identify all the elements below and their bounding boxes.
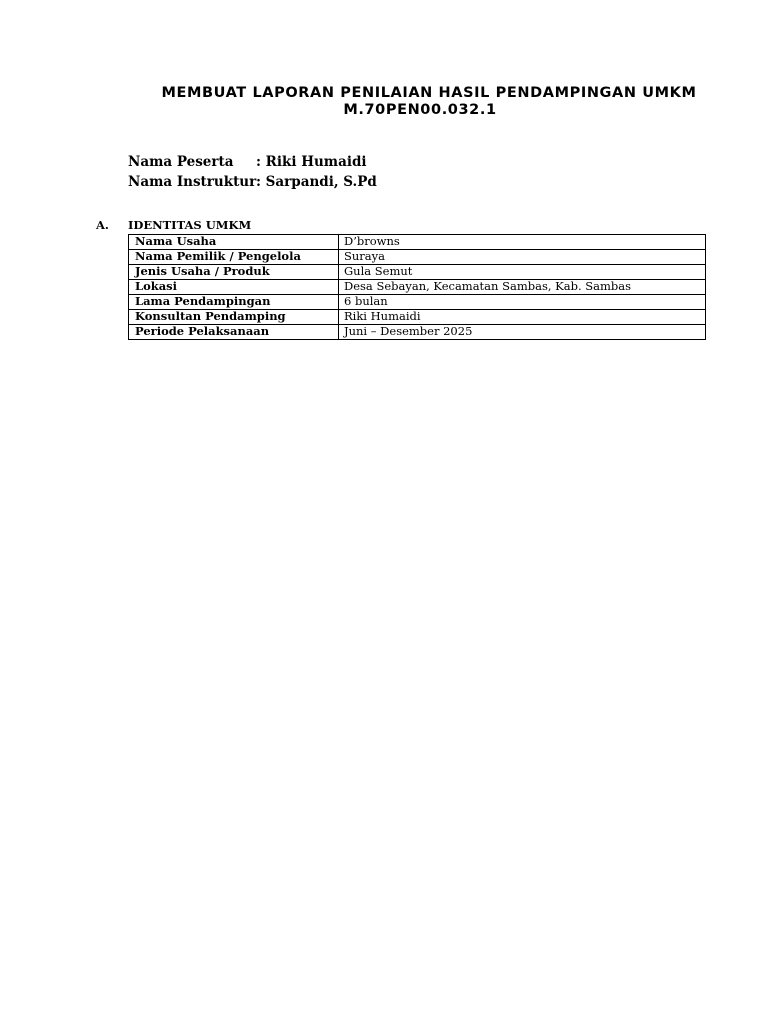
section-a-heading (96, 218, 251, 232)
document-title (120, 85, 720, 119)
table-row (129, 295, 706, 310)
instructor-row (128, 172, 377, 192)
table-value-cell: Desa Sebayan, Kecamatan Sambas, Kab. Sambas (339, 280, 706, 295)
table-key-cell: Nama Pemilik / Pengelola (129, 250, 339, 265)
table-value-cell: 6 bulan (339, 295, 706, 310)
document-title-line-1: MEMBUAT LAPORAN PENILAIAN HASIL PENDAMPINGAN UMKM (161, 85, 697, 101)
section-title: IDENTITAS UMKM (128, 218, 252, 232)
participant-label: Nama Peserta (128, 154, 234, 170)
table-value-cell: Gula Semut (339, 265, 706, 280)
participant-info (128, 152, 377, 192)
table-row (129, 265, 706, 280)
instructor-label: Nama Instruktur (128, 174, 257, 190)
table-row (129, 250, 706, 265)
table-value-cell: Juni – Desember 2025 (339, 325, 706, 340)
table-value-cell: D’browns (339, 235, 706, 250)
table-key-cell: Jenis Usaha / Produk (129, 265, 339, 280)
table-key-cell: Nama Usaha (129, 235, 339, 250)
instructor-value: : Sarpandi, S.Pd (256, 174, 377, 190)
table-key-cell: Lokasi (129, 280, 339, 295)
umkm-identity-table (128, 234, 706, 340)
table-key-cell: Lama Pendampingan (129, 295, 339, 310)
table-row (129, 280, 706, 295)
document-code: M.70PEN00.032.1 (343, 102, 497, 118)
section-letter: A. (96, 218, 109, 232)
table-key-cell: Konsultan Pendamping (129, 310, 339, 325)
table-row (129, 325, 706, 340)
table-row (129, 235, 706, 250)
table-row (129, 310, 706, 325)
table-value-cell: Suraya (339, 250, 706, 265)
table-value-cell: Riki Humaidi (339, 310, 706, 325)
participant-value: : Riki Humaidi (256, 154, 367, 170)
participant-row (128, 152, 377, 172)
table-key-cell: Periode Pelaksanaan (129, 325, 339, 340)
